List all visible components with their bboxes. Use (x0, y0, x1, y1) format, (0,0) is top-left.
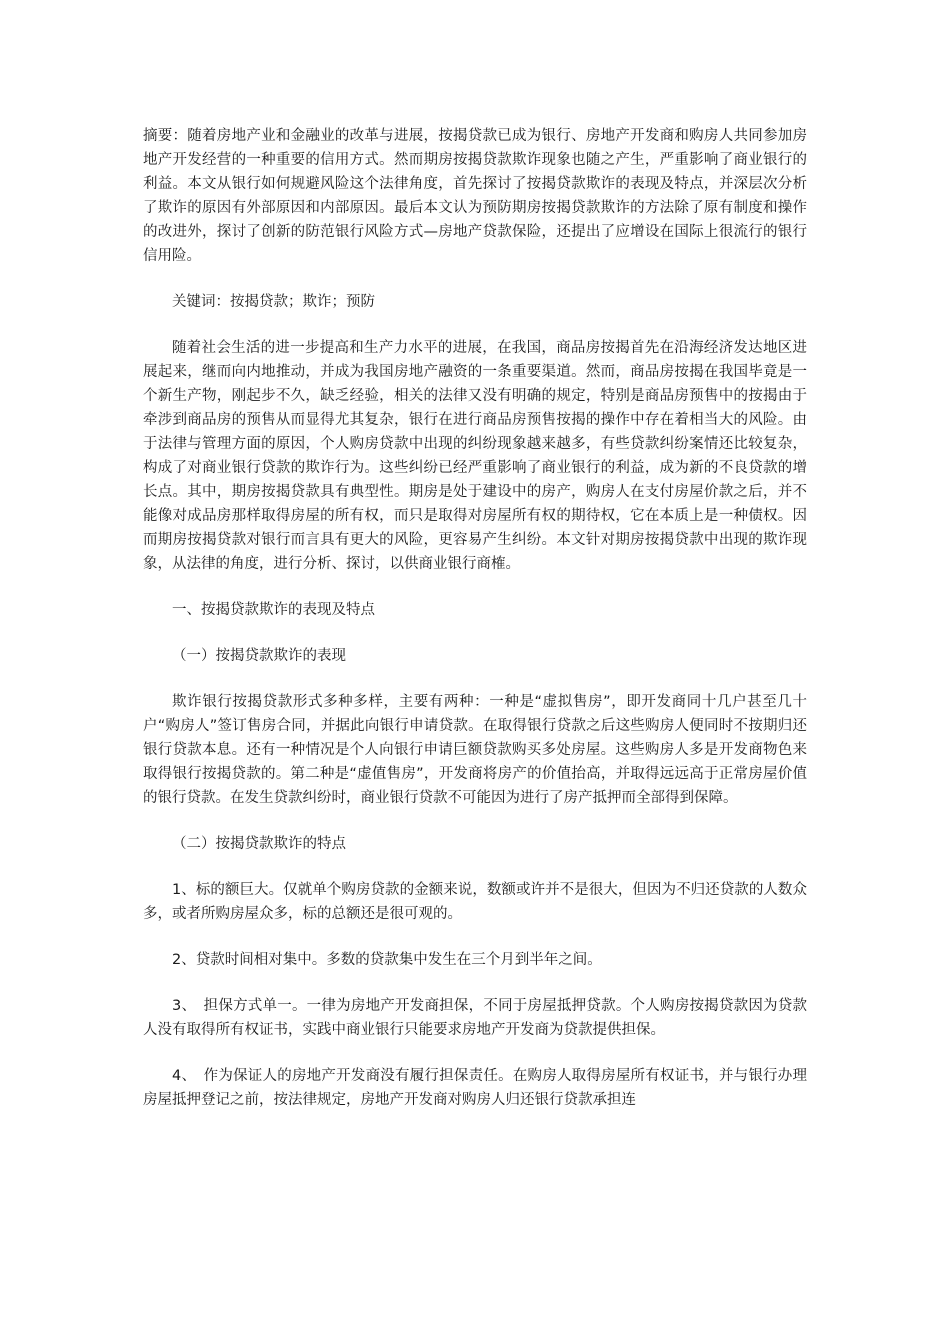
point-1-paragraph: 1、标的额巨大。仅就单个购房贷款的金额来说，数额或许并不是很大，但因为不归还贷款的人数众多，或者所购房屋众多，标的总额还是很可观的。 (143, 882, 807, 922)
keywords-line: 关键词：按揭贷款；欺诈；预防 (172, 294, 375, 310)
subsection-1-paragraph: 欺诈银行按揭贷款形式多种多样，主要有两种：一种是“虚拟售房”，即开发商同十几户甚至几十户“购房人”签订售房合同，并据此向银行申请贷款。在取得银行贷款之后这些购房人便同时不按期归还银行贷款本息。还有一种情况是个人向银行申请巨额贷款购买多处房屋。这些购房人多是开发商物色来取得银行按揭贷款的。第二种是“虚值售房”，开发商将房产的价值抬高，并取得远远高于正常房屋价值的银行贷款。在发生贷款纠纷时，商业银行贷款不可能因为进行了房产抵押而全部得到保障。 (143, 694, 807, 806)
abstract-paragraph: 摘要：随着房地产业和金融业的改革与进展，按揭贷款已成为银行、房地产开发商和购房人共同参加房地产开发经营的一种重要的信用方式。然而期房按揭贷款欺诈现象也随之产生，严重影响了商业银行的利益。本文从银行如何规避风险这个法律角度，首先探讨了按揭贷款欺诈的表现及特点，并深层次分析了欺诈的原因有外部原因和内部原因。最后本文认为预防期房按揭贷款欺诈的方法除了原有制度和操作的改进外，探讨了创新的防范银行风险方式—房地产贷款保险，还提出了应增设在国际上很流行的银行信用险。 (143, 128, 807, 264)
point-3-paragraph: 3、 担保方式单一。一律为房地产开发商担保，不同于房屋抵押贷款。个人购房按揭贷款因为贷款人没有取得所有权证书，实践中商业银行只能要求房地产开发商为贷款提供担保。 (143, 998, 807, 1038)
point-4-paragraph: 4、 作为保证人的房地产开发商没有履行担保责任。在购房人取得房屋所有权证书，并与银行办理房屋抵押登记之前，按法律规定，房地产开发商对购房人归还银行贷款承担连 (143, 1068, 807, 1108)
section-1-heading: 一、按揭贷款欺诈的表现及特点 (172, 602, 375, 618)
intro-paragraph: 随着社会生活的进一步提高和生产力水平的进展，在我国，商品房按揭首先在沿海经济发达地区进展起来，继而向内地推动，并成为我国房地产融资的一条重要渠道。然而，商品房按揭在我国毕竟是一个新生产物，刚起步不久，缺乏经验，相关的法律又没有明确的规定，特别是商品房预售中的按揭由于牵涉到商品房的预售从而显得尤其复杂，银行在进行商品房预售按揭的操作中存在着相当大的风险。由于法律与管理方面的原因，个人购房贷款中出现的纠纷现象越来越多，有些贷款纠纷案情还比较复杂，构成了对商业银行贷款的欺诈行为。这些纠纷已经严重影响了商业银行的利益，成为新的不良贷款的增长点。其中，期房按揭贷款具有典型性。期房是处于建设中的房产，购房人在支付房屋价款之后，并不能像对成品房那样取得房屋的所有权，而只是取得对房屋所有权的期待权，它在本质上是一种债权。因而期房按揭贷款对银行而言具有更大的风险，更容易产生纠纷。本文针对期房按揭贷款中出现的欺诈现象，从法律的角度，进行分析、探讨，以供商业银行商榷。 (143, 340, 807, 572)
subsection-1-heading: （一）按揭贷款欺诈的表现 (172, 648, 346, 664)
document-body (143, 124, 807, 1134)
subsection-2-heading: （二）按揭贷款欺诈的特点 (172, 836, 346, 852)
point-2-paragraph: 2、贷款时间相对集中。多数的贷款集中发生在三个月到半年之间。 (172, 952, 602, 968)
